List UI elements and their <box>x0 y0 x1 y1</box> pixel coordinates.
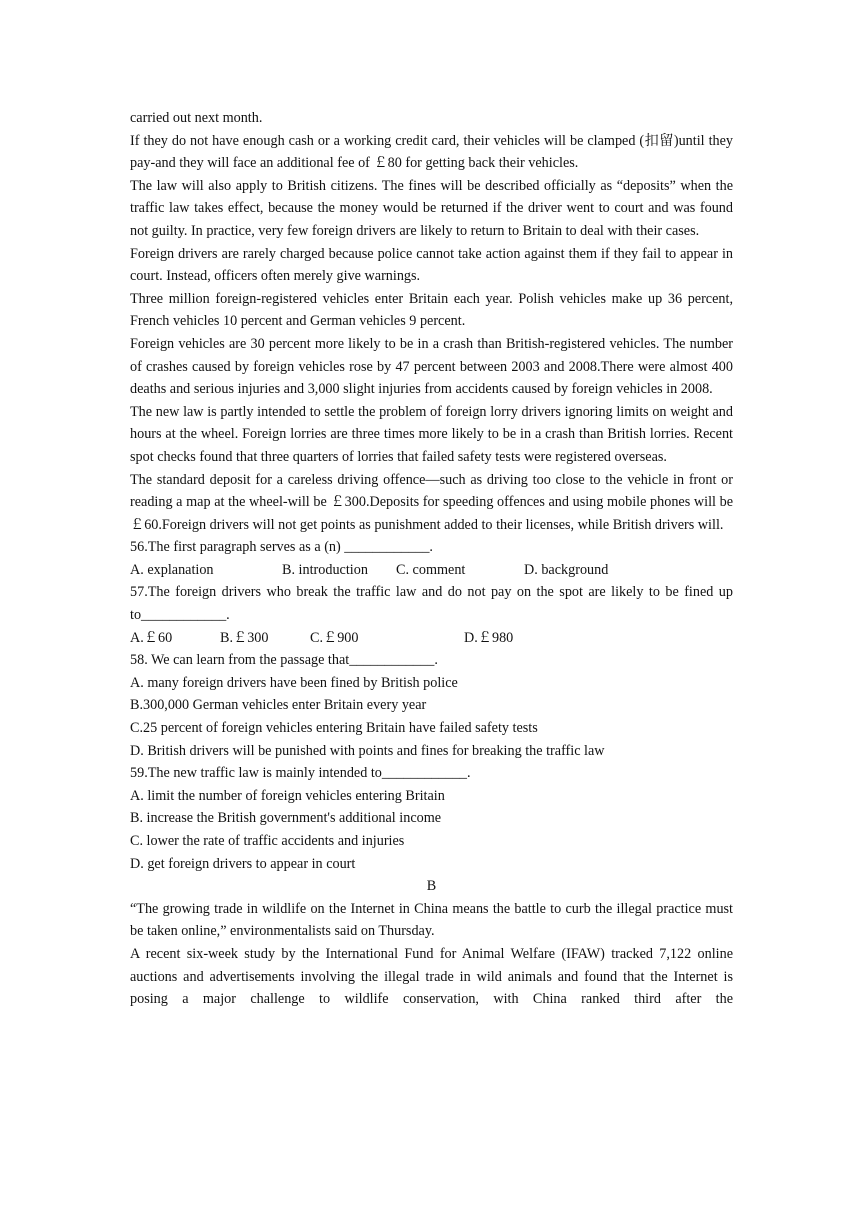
option-b: B.￡300 <box>220 629 269 646</box>
question-57 <box>130 581 733 649</box>
document-page <box>130 107 733 1011</box>
option-d: D.￡980 <box>464 629 514 646</box>
option-d: D. background <box>524 561 609 578</box>
paragraph: Three million foreign-registered vehicles enter Britain each year. Polish vehicles make up 36 percent, French vehicles 10 percent and German vehicles 9 percent. <box>130 290 733 330</box>
option-d: D. British drivers will be punished with points and fines for breaking the traffic law <box>130 742 605 759</box>
option-c: C. comment <box>396 561 466 578</box>
option-a: A. explanation <box>130 561 214 578</box>
question-56 <box>130 536 733 581</box>
option-row <box>130 559 733 582</box>
option-c: C. lower the rate of traffic accidents and injuries <box>130 833 405 849</box>
paragraph: Foreign vehicles are 30 percent more likely to be in a crash than British-registered vehicles. The number of crashes caused by foreign vehicles rose by 47 percent between 2003 and 2008.There were almost 400 deaths and serious injuries and 3,000 slight injuries from accidents caused by foreign vehicles in 2008. <box>130 335 733 398</box>
passage-b <box>130 875 733 1011</box>
question-stem: 58. We can learn from the passage that____________. <box>130 652 438 669</box>
option-c: C.25 percent of foreign vehicles entering Britain have failed safety tests <box>130 720 538 737</box>
section-heading: B <box>426 878 437 895</box>
paragraph: If they do not have enough cash or a working credit card, their vehicles will be clamped (扣留)until they pay-and they will face an additional fee of ￡80 for getting back their vehicles. <box>130 132 733 172</box>
option-row <box>130 627 733 650</box>
question-stem: 59.The new traffic law is mainly intended to____________. <box>130 765 471 782</box>
paragraph: A recent six-week study by the International Fund for Animal Welfare (IFAW) tracked 7,122 online auctions and advertisements involving the illegal trade in wild animals and found that the Internet is posing a major challenge to wildlife conservation, with China ranked third after the <box>130 945 733 1008</box>
option-d: D. get foreign drivers to appear in court <box>130 855 356 872</box>
paragraph: The new law is partly intended to settle the problem of foreign lorry drivers ignoring limits on weight and hours at the wheel. Foreign lorries are three times more likely to be in a crash than British lorries. Recent spot checks found that three quarters of lorries that failed safety tests were registered overseas. <box>130 403 733 465</box>
option-b: B. increase the British government's additional income <box>130 810 442 827</box>
question-stem: 56.The first paragraph serves as a (n) ____________. <box>130 539 433 556</box>
paragraph: The law will also apply to British citizens. The fines will be described officially as “deposits” when the traffic law takes effect, because the money would be returned if the driver went to court and was found not guilty. In practice, very few foreign drivers are likely to return to Britain to deal with their cases. <box>130 177 733 239</box>
option-a: A. limit the number of foreign vehicles entering Britain <box>130 787 445 804</box>
paragraph: carried out next month. <box>130 110 263 126</box>
option-a: A. many foreign drivers have been fined by British police <box>130 674 458 691</box>
option-c: C.￡900 <box>310 629 359 646</box>
question-stem: 57.The foreign drivers who break the traffic law and do not pay on the spot are likely to be fined up to____________. <box>130 584 733 624</box>
paragraph: “The growing trade in wildlife on the Internet in China means the battle to curb the illegal practice must be taken online,” environmentalists said on Thursday. <box>130 900 733 940</box>
question-58 <box>130 649 733 762</box>
option-b: B.300,000 German vehicles enter Britain every year <box>130 697 427 714</box>
question-59 <box>130 762 733 875</box>
passage-a <box>130 107 733 536</box>
option-a: A.￡60 <box>130 629 173 646</box>
paragraph: The standard deposit for a careless driving offence—such as driving too close to the vehicle in front or reading a map at the wheel-will be ￡300.Deposits for speeding offences and using mobile phones will be ￡60.Foreign drivers will not get points as punishment added to their licenses, while British drivers will. <box>130 471 733 533</box>
paragraph: Foreign drivers are rarely charged because police cannot take action against them if they fail to appear in court. Instead, officers often merely give warnings. <box>130 245 733 285</box>
option-b: B. introduction <box>282 561 368 578</box>
